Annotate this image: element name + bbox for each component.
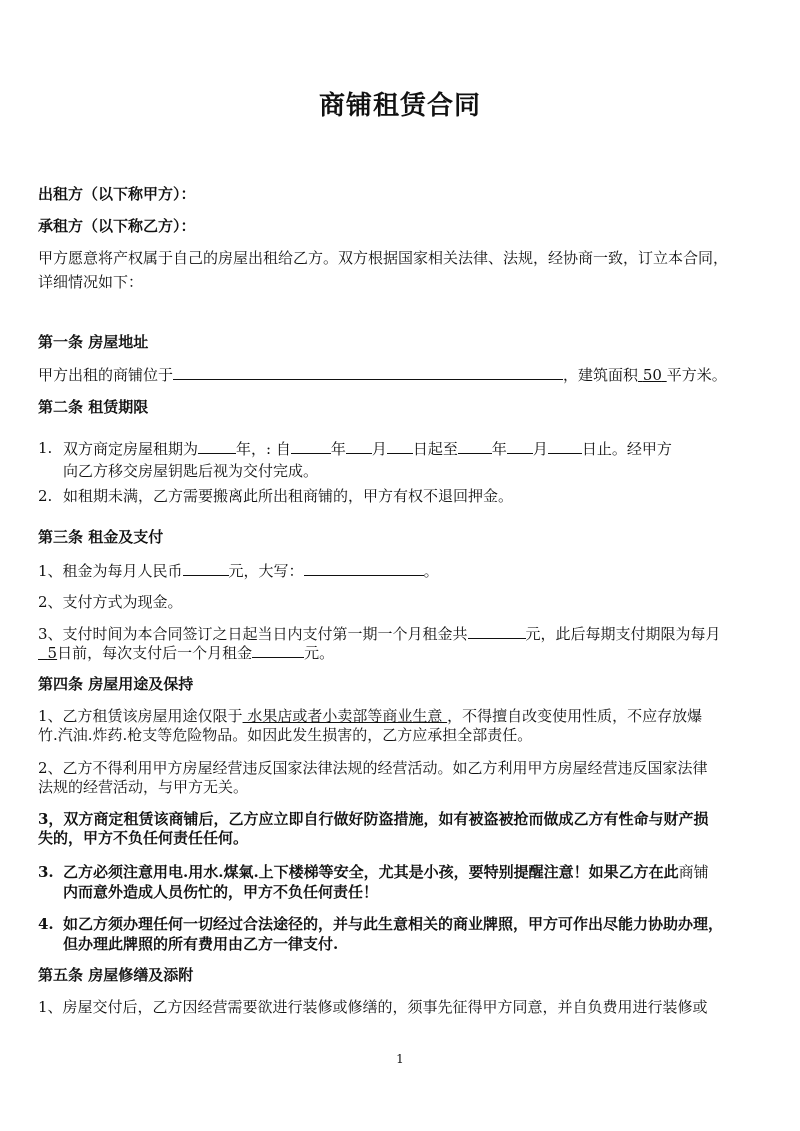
intro-line-1: 甲方愿意将产权属于自己的房屋出租给乙方。双方根据国家相关法律、法规，经协商一致，订立本合同， [38,249,729,267]
article-4-item-3-line-1: 3，双方商定租赁该商铺后，乙方应立即自行做好防盗措施，如有被盗被抢而做成乙方有性命与财产损 [38,810,709,828]
article-4-item-2-line-2: 法规的经营活动，与甲方无关。 [38,778,249,796]
end-year-blank [458,437,492,454]
term-years-blank [198,437,236,454]
article-4-item-5-line-2: 但办理此牌照的所有费用由乙方一律支付. [63,935,339,953]
article-1-text-a: 甲方出租的商铺位于 [38,366,174,384]
article-2-item-2: 如租期未满，乙方需要搬离此所出租商铺的，甲方有权不退回押金。 [63,487,514,505]
article-3-item-1: 1、租金为每月人民币 元，大写： 。 [38,559,439,582]
page-number: 1 [396,1052,404,1066]
article-4-item-4-number: 3. [38,863,54,881]
intro-line-2: 详细情况如下： [38,273,144,291]
article-5-item-1: 1、房屋交付后，乙方因经营需要欲进行装修或修缮的，须事先征得甲方同意，并自负费用进行装修或 [38,998,708,1016]
lessee-line: 承租方（以下称乙方）： [38,217,196,235]
start-day-blank [387,437,413,454]
rent-in-words-blank [304,559,424,576]
article-2-heading: 第二条 租赁期限 [38,398,149,416]
payment-day-value: 5 [47,644,58,662]
end-month-blank [507,437,533,454]
article-4-item-5-line-1: 如乙方须办理任何一切经过合法途径的，并与此生意相关的商业牌照，甲方可作出尽能力协助办理， [63,915,724,933]
address-blank [173,363,563,380]
permitted-use-value: 水果店或者小卖部等商业生意 [242,707,448,725]
article-2-item-1-line-2: 向乙方移交房屋钥匙后视为交付完成。 [63,462,319,480]
end-day-blank [548,437,582,454]
article-3-item-2: 2、支付方式为现金。 [38,593,183,611]
article-4-item-3-line-2: 失的，甲方不负任何责任任何。 [38,829,249,847]
article-1-paragraph [38,363,727,386]
area-value: 50 [642,366,662,384]
article-4-item-4-line-1: 乙方必须注意用电.用水.煤氣.上下楼梯等安全，尤其是小孩，要特别提醒注意！如果乙方在此商铺 [63,863,709,881]
article-4-item-5-number: 4. [38,915,54,933]
article-4-item-4-line-2: 内而意外造成人员伤忙的，甲方不负任何责任！ [63,883,379,901]
start-year-blank [291,437,331,454]
start-month-blank [346,437,372,454]
article-4-heading: 第四条 房屋用途及保持 [38,675,194,693]
article-4-item-2-line-1: 2、乙方不得利用甲方房屋经营违反国家法律法规的经营活动。如乙方利用甲方房屋经营违反国家法律 [38,759,708,777]
first-payment-blank [468,622,526,639]
article-2-item-2-number: 2. [38,487,53,505]
article-3-heading: 第三条 租金及支付 [38,528,164,546]
article-4-item-1: 1、乙方租赁该房屋用途仅限于 水果店或者小卖部等商业生意 ，不得擅自改变使用性质，不应存放爆 [38,707,703,725]
article-4-item-1-line-2: 竹.汽油.炸药.枪支等危险物品。如因此发生损害的，乙方应承担全部责任。 [38,726,533,744]
article-3-item-3-line-2: 5日前，每次支付后一个月租金 元。 [38,641,334,664]
article-1-text-c: 平方米。 [666,366,727,384]
article-3-item-3: 3、支付时间为本合同签订之日起当日内支付第一期一个月租金共 元，此后每期支付期限为每月 [38,622,721,645]
article-1-heading: 第一条 房屋地址 [38,333,149,351]
article-2-item-1-number: 1. [38,439,53,457]
document-title: 商铺租赁合同 [318,91,481,121]
article-1-text-b: ，建筑面积 [563,366,639,384]
article-2-item-1: 双方商定房屋租期为 年，: 自 年 月 日起至 年 月 日止。经甲方 [63,437,672,460]
subsequent-rent-blank [252,641,304,658]
lessor-line: 出租方（以下称甲方）： [38,185,196,203]
monthly-rent-blank [183,559,229,576]
article-5-heading: 第五条 房屋修缮及添附 [38,966,194,984]
